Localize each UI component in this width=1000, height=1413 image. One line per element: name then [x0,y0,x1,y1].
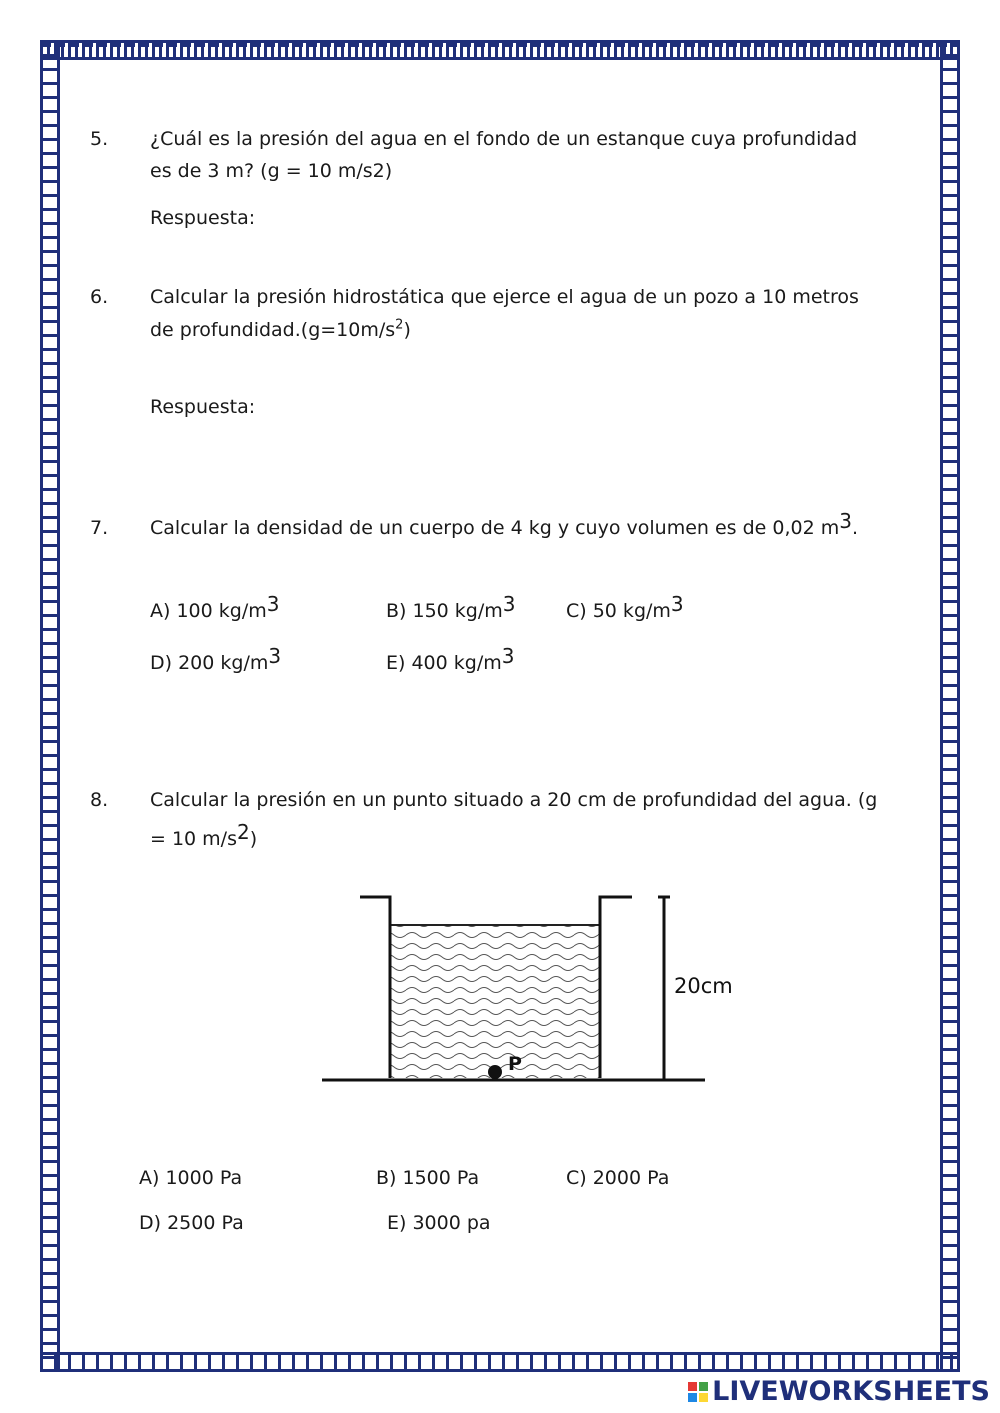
question-text-line1: ¿Cuál es la presión del agua en el fondo de un estanque cuya profundidad [150,128,858,150]
logo-square [688,1382,697,1391]
superscript: 3 [839,509,852,533]
question-text-line2 [150,313,910,347]
water-fill [390,925,600,1078]
text-segment: ) [249,828,258,850]
superscript: 2 [236,820,250,844]
liveworksheets-brand[interactable] [688,1376,990,1407]
question-text-line2 [150,822,910,856]
logo-square [699,1382,708,1391]
option-d: D) 2500 Pa [139,1212,244,1234]
option-text: A) 100 kg/m [150,600,267,622]
page-border-bottom [40,1352,960,1372]
answer-label: Respuesta: [150,396,256,418]
question-text-line1: Calcular la presión hidrostática que ejerce el agua de un pozo a 10 metros [150,286,859,308]
logo-square [699,1393,708,1402]
option-b: B) 1500 Pa [376,1167,480,1189]
superscript: 2 [395,317,404,333]
text-segment: Calcular la densidad de un cuerpo de 4 kg y cuyo volumen es de 0,02 m [150,517,840,539]
question-text-line2: es de 3 m? (g = 10 m/s2) [150,160,393,182]
point-p-marker [488,1065,502,1079]
question-text-line1: Calcular la presión en un punto situado a 20 cm de profundidad del agua. (g [150,789,878,811]
option-d [150,646,281,680]
superscript: 3 [501,644,515,668]
superscript: 3 [268,644,282,668]
option-text: E) 400 kg/m [386,652,502,674]
option-b [386,594,516,628]
option-text: C) 50 kg/m [566,600,671,622]
page-border-top [40,40,960,60]
option-text: B) 150 kg/m [386,600,503,622]
tank-left-wall [360,897,390,1078]
question-text [150,511,910,545]
option-a [150,594,279,628]
brand-text: LIVEWORKSHEETS [712,1376,990,1407]
option-a: A) 1000 Pa [139,1167,243,1189]
text-segment: de profundidad.(g=10m/s [150,319,396,341]
depth-label: 20cm [674,974,733,998]
question-number: 7. [90,517,109,539]
page-border-right [940,40,960,1372]
liveworksheets-logo-icon [688,1382,708,1402]
logo-square [688,1393,697,1402]
question-number: 6. [90,286,109,308]
text-segment: = 10 m/s [150,828,237,850]
tank-right-wall [600,897,632,1078]
option-e [386,646,514,680]
text-segment: . [852,517,859,539]
point-p-label: P [508,1053,522,1075]
option-e: E) 3000 pa [387,1212,491,1234]
superscript: 3 [502,592,516,616]
superscript: 3 [670,592,684,616]
text-segment: ) [403,319,411,341]
water-tank-figure [310,885,750,1090]
answer-label: Respuesta: [150,207,256,229]
superscript: 3 [266,592,280,616]
option-text: D) 200 kg/m [150,652,269,674]
question-number: 5. [90,128,109,150]
question-number: 8. [90,789,109,811]
page-border-left [40,40,60,1372]
option-c: C) 2000 Pa [566,1167,670,1189]
option-c [566,594,684,628]
